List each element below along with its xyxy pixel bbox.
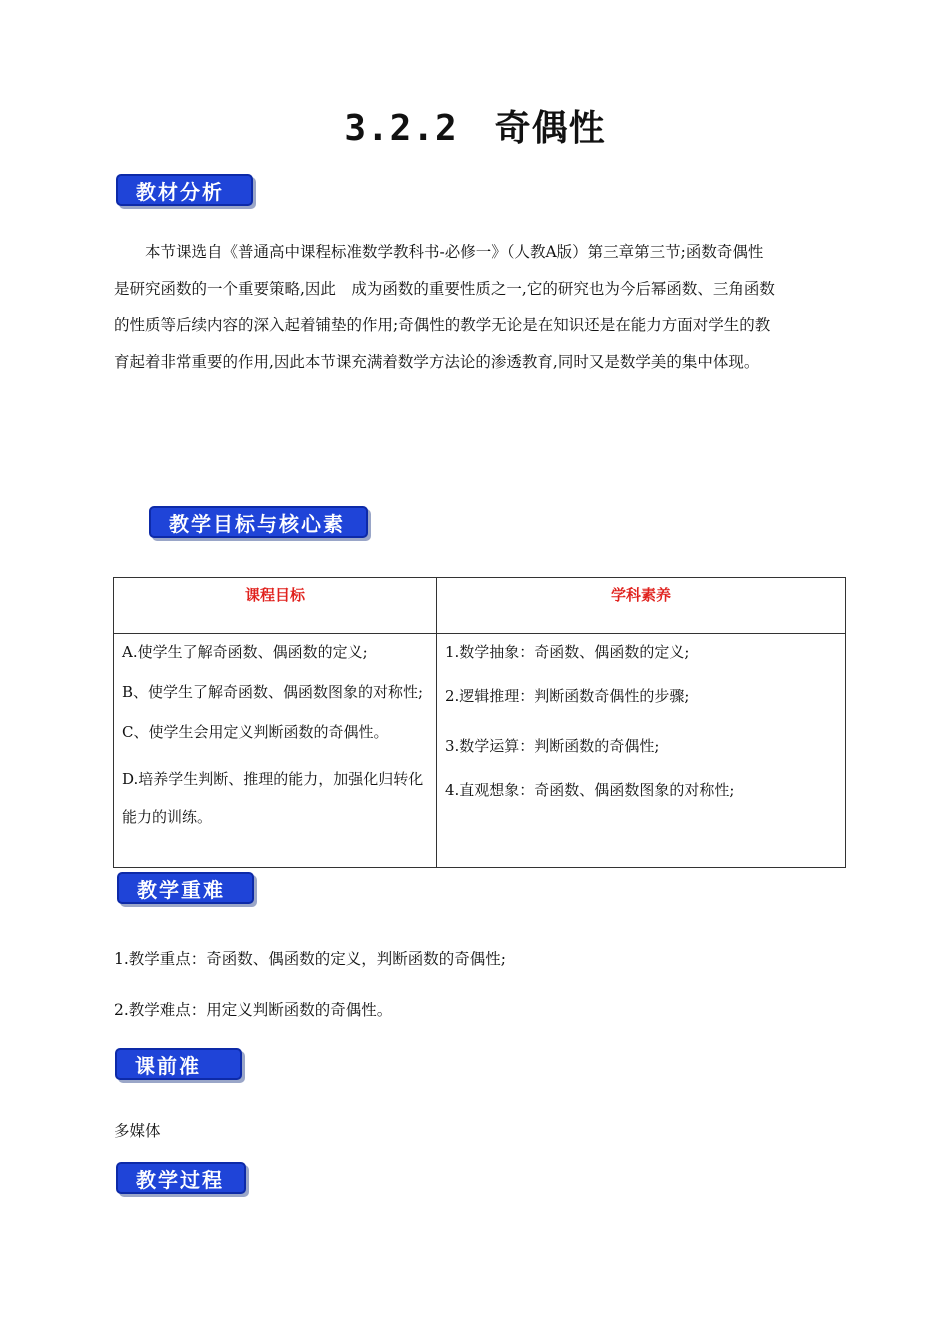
- section-badge-analysis: 教材分析: [116, 174, 253, 206]
- literacy-item: 4.直观想象：奇函数、偶函数图象的对称性;: [445, 781, 735, 799]
- goal-item: B、使学生了解奇函数、偶函数图象的对称性;: [122, 683, 424, 701]
- literacy-item: 2.逻辑推理：判断函数奇偶性的步骤;: [445, 687, 690, 705]
- section-badge-goals: 教学目标与核心素养: [149, 506, 368, 538]
- section-badge-process: 教学过程: [116, 1162, 246, 1194]
- analysis-paragraph: [114, 234, 838, 380]
- analysis-line-1: 本节课选自《普通高中课程标准数学教科书-必修一》（人教A版）第三章第三节;函数奇偶性: [145, 243, 764, 261]
- prep-text: 多媒体: [114, 1122, 161, 1140]
- goal-item: A.使学生了解奇函数、偶函数的定义;: [122, 643, 368, 661]
- goals-cell-right: [437, 634, 846, 868]
- literacy-item: 1.数学抽象：奇函数、偶函数的定义;: [445, 643, 690, 661]
- analysis-line-4: 育起着非常重要的作用,因此本节课充满着数学方法论的渗透教育,同时又是数学美的集中体现。: [114, 352, 760, 371]
- literacy-item: 3.数学运算：判断函数的奇偶性;: [445, 737, 660, 755]
- goals-cell-left: [114, 634, 437, 868]
- section-badge-keypoints: 教学重难点: [117, 872, 254, 904]
- goal-item: D.培养学生判断、推理的能力，加强化归转化能力的训练。: [122, 770, 424, 826]
- keypoint-difficulty: 2.教学难点：用定义判断函数的奇偶性。: [114, 1001, 393, 1019]
- analysis-line-2: 是研究函数的一个重要策略,因此 成为函数的重要性质之一,它的研究也为今后幂函数、三角函数: [114, 279, 775, 298]
- goals-table: [113, 577, 846, 868]
- analysis-line-3: 的性质等后续内容的深入起着铺垫的作用;奇偶性的教学无论是在知识还是在能力方面对学生的教: [114, 316, 771, 334]
- goal-item: C、使学生会用定义判断函数的奇偶性。: [122, 723, 389, 741]
- goals-header-right: 学科素养: [437, 578, 846, 634]
- page-title: 3.2.2 奇偶性: [344, 108, 606, 149]
- section-badge-prep: 课前准备: [115, 1048, 242, 1080]
- goals-header-left: 课程目标: [114, 578, 437, 634]
- keypoint-main: 1.教学重点：奇函数、偶函数的定义，判断函数的奇偶性;: [114, 950, 507, 968]
